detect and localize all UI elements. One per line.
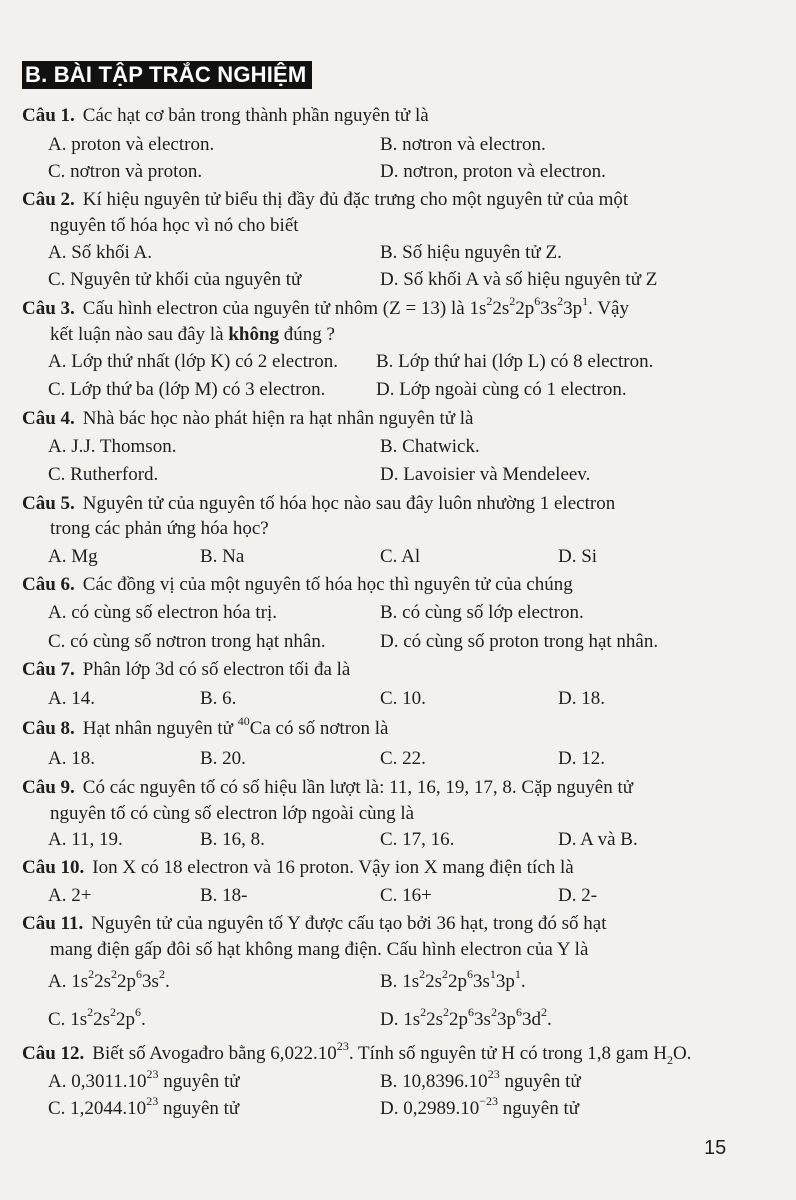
q1-option-b: B. nơtron và electron.: [380, 134, 546, 155]
question-3-continued: kết luận nào sau đây là không đúng ?: [50, 324, 335, 345]
q4-option-a: A. J.J. Thomson.: [48, 436, 177, 457]
q2-option-d: D. Số khối A và số hiệu nguyên tử Z: [380, 269, 658, 290]
question-text: Có các nguyên tố có số hiệu lần lượt là: 11, 16, 19, 17, 8. Cặp nguyên tử: [82, 777, 634, 798]
q12-option-b: B. 10,8396.10$^{23}$ nguyên tử: [380, 1066, 581, 1092]
question-6: [22, 572, 573, 598]
q9-option-b: B. 16, 8.: [200, 829, 265, 850]
page-number: 15: [704, 1137, 727, 1159]
question-9-continued: nguyên tố có cùng số electron lớp ngoài cùng là: [50, 803, 415, 824]
question-text: Nguyên tử của nguyên tố hóa học nào sau đây luôn nhường 1 electron: [82, 493, 616, 514]
question-9: [22, 775, 633, 801]
question-label: Câu 11.: [22, 913, 84, 934]
q6-option-c: C. có cùng số nơtron trong hạt nhân.: [48, 631, 326, 652]
question-label: Câu 2.: [22, 189, 75, 210]
q5-option-a: A. Mg: [48, 546, 98, 567]
q5-option-d: D. Si: [558, 546, 598, 567]
q11-option-b: B. $1s^22s^22p^63s^13p^1$.: [380, 966, 526, 992]
q9-option-a: A. 11, 19.: [48, 829, 123, 850]
q4-option-c: C. Rutherford.: [48, 464, 159, 485]
question-10: [22, 855, 574, 881]
question-text: Ion X có 18 electron và 16 proton. Vậy ion X mang điện tích là: [92, 857, 574, 878]
q7-option-d: D. 18.: [558, 688, 605, 709]
q1-option-a: A. proton và electron.: [48, 134, 215, 155]
q8-option-b: B. 20.: [200, 748, 246, 769]
q2-option-c: C. Nguyên tử khối của nguyên tử: [48, 269, 302, 290]
q3-option-d: D. Lớp ngoài cùng có 1 electron.: [376, 379, 627, 400]
question-2-continued: nguyên tố hóa học vì nó cho biết: [50, 215, 299, 236]
question-8: Câu 8. Hạt nhân nguyên tử $^{40}$Ca có số nơtron là: [22, 713, 389, 739]
q3-option-c: C. Lớp thứ ba (lớp M) có 3 electron.: [48, 379, 326, 400]
question-label: Câu 5.: [22, 493, 75, 514]
question-11: [22, 911, 606, 937]
q11-option-a: A. $1s^22s^22p^63s^2$.: [48, 966, 170, 992]
q5-option-b: B. Na: [200, 546, 245, 567]
q3-option-a: A. Lớp thứ nhất (lớp K) có 2 electron.: [48, 351, 338, 372]
question-label: Câu 10.: [22, 857, 85, 878]
mass-number: 40: [237, 713, 250, 728]
q1-option-d: D. nơtron, proton và electron.: [380, 161, 606, 182]
question-text: Kí hiệu nguyên tử biểu thị đầy đủ đặc trưng cho một nguyên tử của một: [82, 189, 629, 210]
q6-option-b: B. có cùng số lớp electron.: [380, 602, 584, 623]
q6-option-d: D. có cùng số proton trong hạt nhân.: [380, 631, 659, 652]
q2-option-b: B. Số hiệu nguyên tử Z.: [380, 242, 562, 263]
question-7: [22, 657, 350, 683]
section-title: B. BÀI TẬP TRẮC NGHIỆM: [22, 61, 312, 89]
q12-option-c: C. 1,2044.10$^{23}$ nguyên tử: [48, 1093, 240, 1119]
q8-option-d: D. 12.: [558, 748, 605, 769]
q9-option-c: C. 17, 16.: [380, 829, 455, 850]
question-12: Câu 12. Biết số Avogađro bằng 6,022.10$^{23}$. Tính số nguyên tử H có trong 1,8 gam $H_2O$.: [22, 1038, 692, 1067]
q7-option-a: A. 14.: [48, 688, 95, 709]
q10-option-c: C. 16+: [380, 885, 432, 906]
question-4: [22, 406, 473, 432]
q8-option-c: C. 22.: [380, 748, 426, 769]
q12-option-a: A. 0,3011.10$^{23}$ nguyên tử: [48, 1066, 240, 1092]
q10-option-d: D. 2-: [558, 885, 598, 906]
q10-option-a: A. 2+: [48, 885, 92, 906]
question-label: Câu 7.: [22, 659, 75, 680]
q5-option-c: C. Al: [380, 546, 421, 567]
question-label: Câu 9.: [22, 777, 75, 798]
question-label: Câu 8.: [22, 718, 75, 739]
question-1: [22, 103, 429, 129]
q6-option-a: A. có cùng số electron hóa trị.: [48, 602, 277, 623]
question-text: Nhà bác học nào phát hiện ra hạt nhân nguyên tử là: [82, 408, 474, 429]
question-5: [22, 491, 615, 517]
q7-option-c: C. 10.: [380, 688, 426, 709]
question-text: Các đồng vị của một nguyên tố hóa học thì nguyên tử của chúng: [82, 574, 573, 595]
question-label: Câu 1.: [22, 105, 75, 126]
q4-option-b: B. Chatwick.: [380, 436, 480, 457]
q3-option-b: B. Lớp thứ hai (lớp L) có 8 electron.: [376, 351, 654, 372]
question-text: Nguyên tử của nguyên tố Y được cấu tạo bởi 36 hạt, trong đó số hạt: [91, 913, 607, 934]
question-5-continued: trong các phản ứng hóa học?: [50, 518, 269, 539]
q4-option-d: D. Lavoisier và Mendeleev.: [380, 464, 591, 485]
question-11-continued: mang điện gấp đôi số hạt không mang điện. Cấu hình electron của Y là: [50, 939, 589, 960]
q8-option-a: A. 18.: [48, 748, 95, 769]
q11-option-d: D. $1s^22s^22p^63s^23p^63d^2$.: [380, 1004, 552, 1030]
question-label: Câu 6.: [22, 574, 75, 595]
question-text: Phân lớp 3d có số electron tối đa là: [82, 659, 351, 680]
q9-option-d: D. A và B.: [558, 829, 638, 850]
question-label: Câu 3.: [22, 298, 75, 319]
q11-option-c: C. $1s^22s^22p^6$.: [48, 1004, 146, 1030]
question-text: Các hạt cơ bản trong thành phần nguyên tử là: [82, 105, 429, 126]
q7-option-b: B. 6.: [200, 688, 237, 709]
q1-option-c: C. nơtron và proton.: [48, 161, 203, 182]
q12-option-d: D. $0,2989.10^{-23}$ nguyên tử: [380, 1093, 580, 1119]
question-2: [22, 187, 628, 213]
question-3: Câu 3. Cấu hình electron của nguyên tử nhôm (Z = 13) là $1s^22s^22p^63s^23p^1$. Vậy: [22, 293, 629, 319]
question-label: Câu 4.: [22, 408, 75, 429]
question-label: Câu 12.: [22, 1043, 85, 1064]
emphasis: không: [228, 324, 280, 345]
q10-option-b: B. 18-: [200, 885, 248, 906]
q2-option-a: A. Số khối A.: [48, 242, 152, 263]
